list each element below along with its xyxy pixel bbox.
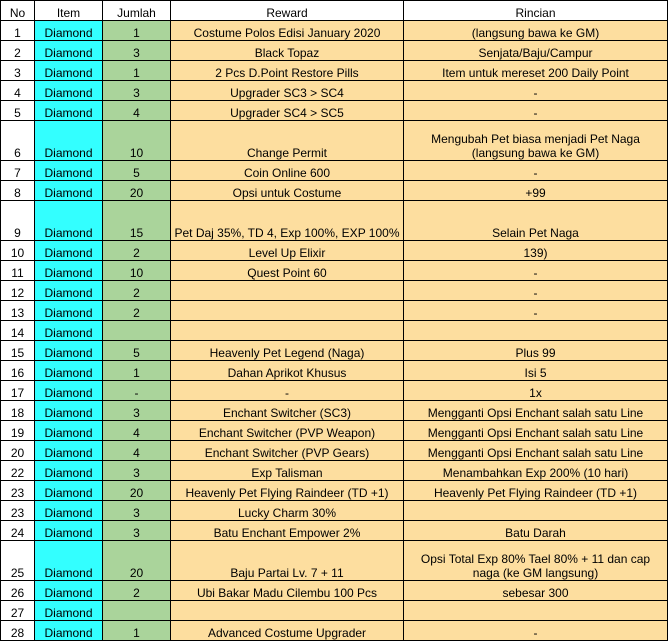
rincian-cell: Batu Darah: [404, 521, 668, 541]
jumlah-cell: 10: [103, 261, 171, 281]
rincian-cell: Menambahkan Exp 200% (10 hari): [404, 461, 668, 481]
reward-cell: [171, 321, 404, 341]
item-cell: Diamond: [35, 321, 103, 341]
header-no: No: [1, 1, 35, 21]
table-row: [1, 461, 668, 481]
reward-cell: Opsi untuk Costume: [171, 181, 404, 201]
reward-cell: Coin Online 600: [171, 161, 404, 181]
reward-cell: 2 Pcs D.Point Restore Pills: [171, 61, 404, 81]
rincian-cell: Mengganti Opsi Enchant salah satu Line: [404, 401, 668, 421]
header-item: Item: [35, 1, 103, 21]
jumlah-cell: [103, 321, 171, 341]
rincian-cell: Heavenly Pet Flying Raindeer (TD +1): [404, 481, 668, 501]
jumlah-cell: 4: [103, 441, 171, 461]
reward-cell: Upgrader SC3 > SC4: [171, 81, 404, 101]
item-cell: Diamond: [35, 261, 103, 281]
item-cell: Diamond: [35, 121, 103, 161]
row-no-cell: 13: [1, 301, 35, 321]
row-no-cell: 17: [1, 381, 35, 401]
jumlah-cell: 20: [103, 541, 171, 581]
row-no-cell: 16: [1, 361, 35, 381]
item-cell: Diamond: [35, 181, 103, 201]
item-cell: Diamond: [35, 381, 103, 401]
jumlah-cell: 20: [103, 181, 171, 201]
row-no-cell: 19: [1, 421, 35, 441]
jumlah-cell: 1: [103, 21, 171, 41]
item-cell: Diamond: [35, 301, 103, 321]
reward-cell: Enchant Switcher (SC3): [171, 401, 404, 421]
table-row: [1, 381, 668, 401]
reward-cell: Costume Polos Edisi January 2020: [171, 21, 404, 41]
reward-cell: [171, 601, 404, 621]
jumlah-cell: -: [103, 381, 171, 401]
header-jumlah: Jumlah: [103, 1, 171, 21]
row-no-cell: 14: [1, 321, 35, 341]
row-no-cell: 7: [1, 161, 35, 181]
table-row: [1, 21, 668, 41]
item-cell: Diamond: [35, 601, 103, 621]
reward-cell: Heavenly Pet Legend (Naga): [171, 341, 404, 361]
table-row: [1, 401, 668, 421]
jumlah-cell: 3: [103, 501, 171, 521]
rincian-cell: Selain Pet Naga: [404, 201, 668, 241]
reward-cell: Change Permit: [171, 121, 404, 161]
table-row: [1, 201, 668, 241]
rincian-cell: Plus 99: [404, 341, 668, 361]
reward-cell: Pet Daj 35%, TD 4, Exp 100%, EXP 100%: [171, 201, 404, 241]
row-no-cell: 24: [1, 521, 35, 541]
rincian-cell: -: [404, 81, 668, 101]
reward-cell: [171, 301, 404, 321]
row-no-cell: 2: [1, 41, 35, 61]
reward-cell: Batu Enchant Empower 2%: [171, 521, 404, 541]
jumlah-cell: 1: [103, 621, 171, 641]
table-row: [1, 281, 668, 301]
item-cell: Diamond: [35, 501, 103, 521]
row-no-cell: 8: [1, 181, 35, 201]
item-cell: Diamond: [35, 621, 103, 641]
rincian-cell: (langsung bawa ke GM): [404, 21, 668, 41]
item-cell: Diamond: [35, 461, 103, 481]
rincian-cell: [404, 501, 668, 521]
row-no-cell: 25: [1, 541, 35, 581]
rincian-cell: Item untuk mereset 200 Daily Point: [404, 61, 668, 81]
row-no-cell: 4: [1, 81, 35, 101]
reward-cell: Black Topaz: [171, 41, 404, 61]
jumlah-cell: 4: [103, 101, 171, 121]
table-row: [1, 441, 668, 461]
jumlah-cell: 20: [103, 481, 171, 501]
item-cell: Diamond: [35, 81, 103, 101]
reward-cell: Enchant Switcher (PVP Weapon): [171, 421, 404, 441]
reward-cell: Baju Partai Lv. 7 + 11: [171, 541, 404, 581]
header-reward: Reward: [171, 1, 404, 21]
rincian-cell: 139): [404, 241, 668, 261]
item-cell: Diamond: [35, 481, 103, 501]
rincian-cell: +99: [404, 181, 668, 201]
row-no-cell: 28: [1, 621, 35, 641]
row-no-cell: 9: [1, 201, 35, 241]
row-no-cell: 11: [1, 261, 35, 281]
item-cell: Diamond: [35, 161, 103, 181]
jumlah-cell: 3: [103, 461, 171, 481]
table-row: [1, 481, 668, 501]
jumlah-cell: 1: [103, 61, 171, 81]
reward-cell: Lucky Charm 30%: [171, 501, 404, 521]
row-no-cell: 12: [1, 281, 35, 301]
jumlah-cell: 2: [103, 301, 171, 321]
rincian-cell: Mengubah Pet biasa menjadi Pet Naga (langsung bawa ke GM): [404, 121, 668, 161]
reward-cell: [171, 281, 404, 301]
table-row: [1, 101, 668, 121]
reward-cell: Exp Talisman: [171, 461, 404, 481]
table-row: [1, 501, 668, 521]
table-row: [1, 341, 668, 361]
item-cell: Diamond: [35, 421, 103, 441]
item-cell: Diamond: [35, 401, 103, 421]
item-cell: Diamond: [35, 21, 103, 41]
reward-cell: Heavenly Pet Flying Raindeer (TD +1): [171, 481, 404, 501]
row-no-cell: 5: [1, 101, 35, 121]
rincian-cell: -: [404, 621, 668, 641]
table-row: [1, 301, 668, 321]
reward-cell: Upgrader SC4 > SC5: [171, 101, 404, 121]
row-no-cell: 27: [1, 601, 35, 621]
reward-cell: Advanced Costume Upgrader: [171, 621, 404, 641]
rincian-cell: -: [404, 261, 668, 281]
row-no-cell: 15: [1, 341, 35, 361]
rincian-cell: sebesar 300: [404, 581, 668, 601]
header-row: [1, 1, 668, 21]
jumlah-cell: 3: [103, 41, 171, 61]
item-cell: Diamond: [35, 541, 103, 581]
jumlah-cell: 2: [103, 281, 171, 301]
item-cell: Diamond: [35, 361, 103, 381]
item-cell: Diamond: [35, 441, 103, 461]
rincian-cell: [404, 321, 668, 341]
rincian-cell: -: [404, 281, 668, 301]
table-row: [1, 601, 668, 621]
table-row: [1, 241, 668, 261]
row-no-cell: 22: [1, 461, 35, 481]
row-no-cell: 3: [1, 61, 35, 81]
rincian-cell: Mengganti Opsi Enchant salah satu Line: [404, 441, 668, 461]
row-no-cell: 23: [1, 501, 35, 521]
row-no-cell: 18: [1, 401, 35, 421]
jumlah-cell: 2: [103, 581, 171, 601]
reward-cell: -: [171, 381, 404, 401]
item-cell: Diamond: [35, 241, 103, 261]
row-no-cell: 10: [1, 241, 35, 261]
jumlah-cell: 2: [103, 241, 171, 261]
item-cell: Diamond: [35, 61, 103, 81]
table-row: [1, 541, 668, 581]
table-row: [1, 181, 668, 201]
jumlah-cell: 15: [103, 201, 171, 241]
reward-cell: Ubi Bakar Madu Cilembu 100 Pcs: [171, 581, 404, 601]
item-cell: Diamond: [35, 521, 103, 541]
jumlah-cell: 3: [103, 401, 171, 421]
table-row: [1, 321, 668, 341]
jumlah-cell: 1: [103, 361, 171, 381]
jumlah-cell: 3: [103, 81, 171, 101]
reward-cell: Level Up Elixir: [171, 241, 404, 261]
rincian-cell: Opsi Total Exp 80% Tael 80% + 11 dan cap naga (ke GM langsung): [404, 541, 668, 581]
jumlah-cell: [103, 601, 171, 621]
row-no-cell: 1: [1, 21, 35, 41]
item-cell: Diamond: [35, 581, 103, 601]
table-row: [1, 41, 668, 61]
item-cell: Diamond: [35, 101, 103, 121]
rincian-cell: 1x: [404, 381, 668, 401]
table-row: [1, 121, 668, 161]
row-no-cell: 26: [1, 581, 35, 601]
table-row: [1, 421, 668, 441]
jumlah-cell: 3: [103, 521, 171, 541]
row-no-cell: 20: [1, 441, 35, 461]
table-row: [1, 581, 668, 601]
reward-cell: Quest Point 60: [171, 261, 404, 281]
table-row: [1, 161, 668, 181]
rincian-cell: -: [404, 101, 668, 121]
item-cell: Diamond: [35, 341, 103, 361]
jumlah-cell: 5: [103, 341, 171, 361]
row-no-cell: 23: [1, 481, 35, 501]
reward-cell: Enchant Switcher (PVP Gears): [171, 441, 404, 461]
jumlah-cell: 5: [103, 161, 171, 181]
rincian-cell: Isi 5: [404, 361, 668, 381]
table-row: [1, 61, 668, 81]
row-no-cell: 6: [1, 121, 35, 161]
rincian-cell: Senjata/Baju/Campur: [404, 41, 668, 61]
item-cell: Diamond: [35, 201, 103, 241]
table-row: [1, 361, 668, 381]
item-cell: Diamond: [35, 281, 103, 301]
rincian-cell: -: [404, 301, 668, 321]
table-row: [1, 261, 668, 281]
item-cell: Diamond: [35, 41, 103, 61]
rincian-cell: Mengganti Opsi Enchant salah satu Line: [404, 421, 668, 441]
jumlah-cell: 10: [103, 121, 171, 161]
table-row: [1, 621, 668, 641]
table-row: [1, 81, 668, 101]
jumlah-cell: 4: [103, 421, 171, 441]
table-row: [1, 521, 668, 541]
rincian-cell: -: [404, 161, 668, 181]
header-rincian: Rincian: [404, 1, 668, 21]
reward-cell: Dahan Aprikot Khusus: [171, 361, 404, 381]
rincian-cell: [404, 601, 668, 621]
